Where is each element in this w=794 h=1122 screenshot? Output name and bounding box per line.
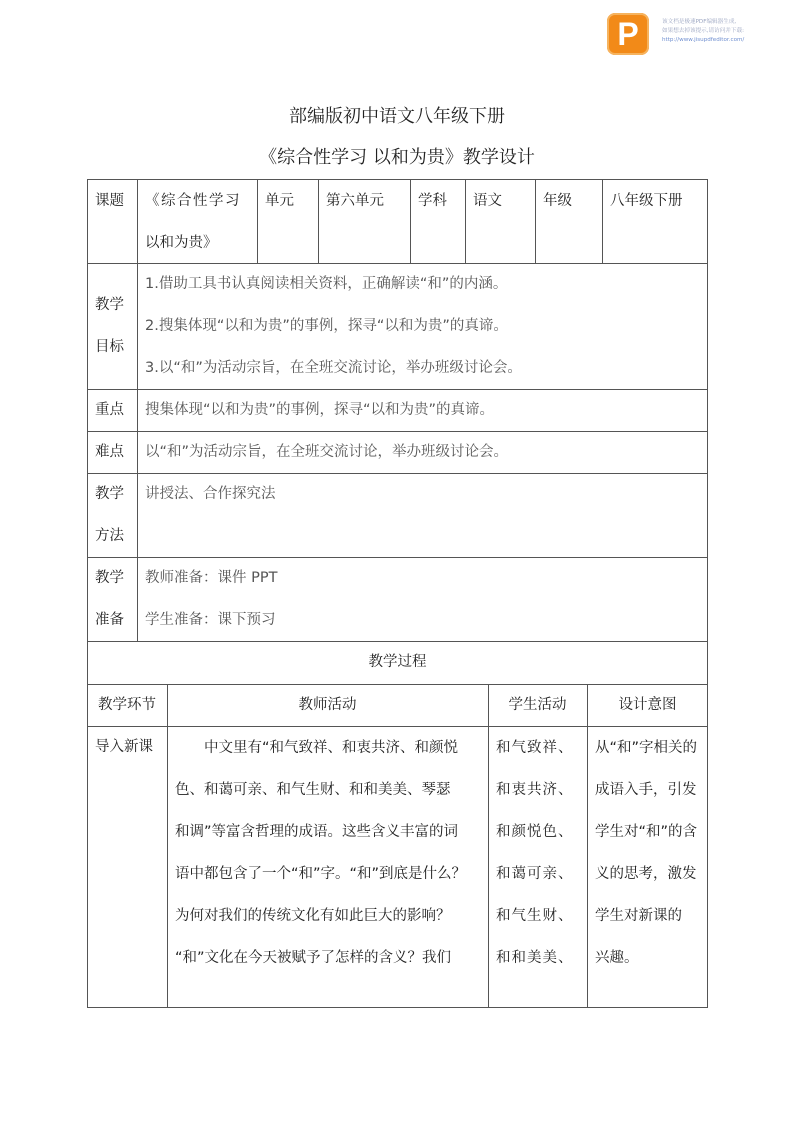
teacher-activity-line: 中文里有“和气致祥、和衷共济、和颜悦 [175,740,459,756]
unit-value: 第六单元 [326,193,384,209]
unit-label: 单元 [265,193,294,209]
col-divider [137,179,138,263]
subject-label: 学科 [418,193,447,209]
stage-name: 导入新课 [95,739,153,755]
row-divider [87,641,708,642]
column-header-stage: 教学环节 [98,697,156,713]
pdf-editor-logo [607,13,649,55]
watermark-url[interactable]: http://www.jisupdfeditor.com/ [662,37,745,43]
column-header-student: 学生活动 [508,697,567,713]
design-intent-line: 义的思考，激发 [595,866,697,882]
student-activity-line: 和气致祥、 [496,740,574,756]
col-divider [488,684,489,1008]
watermark-text [662,18,792,45]
teacher-prep: 教师准备：课件 PPT [145,570,278,586]
topic-label: 课题 [95,193,124,209]
watermark-line: 该文档是极速PDF编辑器生成, [662,19,737,25]
col-divider [257,179,258,263]
teacher-activity-line: 为何对我们的传统文化有如此巨大的影响？ [175,908,451,924]
grade-label: 年级 [543,193,572,209]
document-title: 部编版初中语文八年级下册 [289,106,505,127]
teacher-activity-line: “和”文化在今天被赋予了怎样的含义？我们 [175,950,452,966]
method-value: 讲授法、合作探究法 [145,486,276,502]
teacher-activity-line: 和调”等富含哲理的成语。这些含义丰富的词 [175,824,459,840]
logo-letter: P [617,16,639,52]
column-header-intent: 设计意图 [618,697,677,713]
student-activity-line: 和气生财、 [496,908,574,924]
goal-item: 3.以“和”为活动宗旨，在全班交流讨论，举办班级讨论会。 [145,360,522,376]
design-intent [595,727,697,979]
goal-item: 1.借助工具书认真阅读相关资料，正确解读“和”的内涵。 [145,276,508,292]
design-intent-line: 成语入手，引发 [595,782,697,798]
design-intent-line: 学生对新课的 [595,908,682,924]
topic-value-line2: 以和为贵》 [145,235,218,251]
prep-label-line1: 教学 [95,570,124,586]
column-header-teacher: 教师活动 [298,697,357,713]
student-prep: 学生准备：课下预习 [145,612,276,628]
student-activity-line: 和颜悦色、 [496,824,574,840]
difficulty-label: 难点 [95,444,124,460]
goal-item: 2.搜集体现“以和为贵”的事例，探寻“以和为贵”的真谛。 [145,318,508,334]
teacher-activity [175,727,466,979]
row-divider [87,557,708,558]
teacher-activity-line: 色、和蔼可亲、和气生财、和和美美、琴瑟 [175,782,451,798]
method-label-line1: 教学 [95,486,124,502]
col-divider [465,179,466,263]
student-activity-line: 和和美美、 [496,950,574,966]
process-header: 教学过程 [368,654,427,670]
student-activity [496,727,574,979]
col-divider [318,179,319,263]
col-divider [410,179,411,263]
student-activity-line: 和衷共济、 [496,782,574,798]
watermark-line: 如果想去掉该提示,请访问并下载: [662,28,744,34]
col-divider [137,263,138,641]
document-subtitle: 《综合性学习 以和为贵》教学设计 [259,147,535,168]
prep-label-line2: 准备 [95,612,124,628]
row-divider [87,684,708,685]
grade-value: 八年级下册 [610,193,683,209]
col-divider [602,179,603,263]
difficulty-value: 以“和”为活动宗旨，在全班交流讨论，举办班级讨论会。 [145,444,509,460]
design-intent-line: 学生对“和”的含 [595,824,698,840]
row-divider [87,263,708,264]
teacher-activity-line: 语中都包含了一个“和”字。“和”到底是什么？ [175,866,467,882]
row-divider [87,473,708,474]
key-point-label: 重点 [95,402,124,418]
design-intent-line: 从“和”字相关的 [595,740,698,756]
goals-label-line1: 教学 [95,297,124,313]
col-divider [167,684,168,1008]
design-intent-line: 兴趣。 [595,950,639,966]
topic-value-line1: 《综合性学习 [145,193,241,209]
col-divider [535,179,536,263]
goals-label-line2: 目标 [95,339,124,355]
method-label-line2: 方法 [95,528,124,544]
student-activity-line: 和蔼可亲、 [496,866,574,882]
row-divider [87,431,708,432]
subject-value: 语文 [473,193,502,209]
key-point-value: 搜集体现“以和为贵”的事例，探寻“以和为贵”的真谛。 [145,402,495,418]
col-divider [587,684,588,1008]
row-divider [87,389,708,390]
